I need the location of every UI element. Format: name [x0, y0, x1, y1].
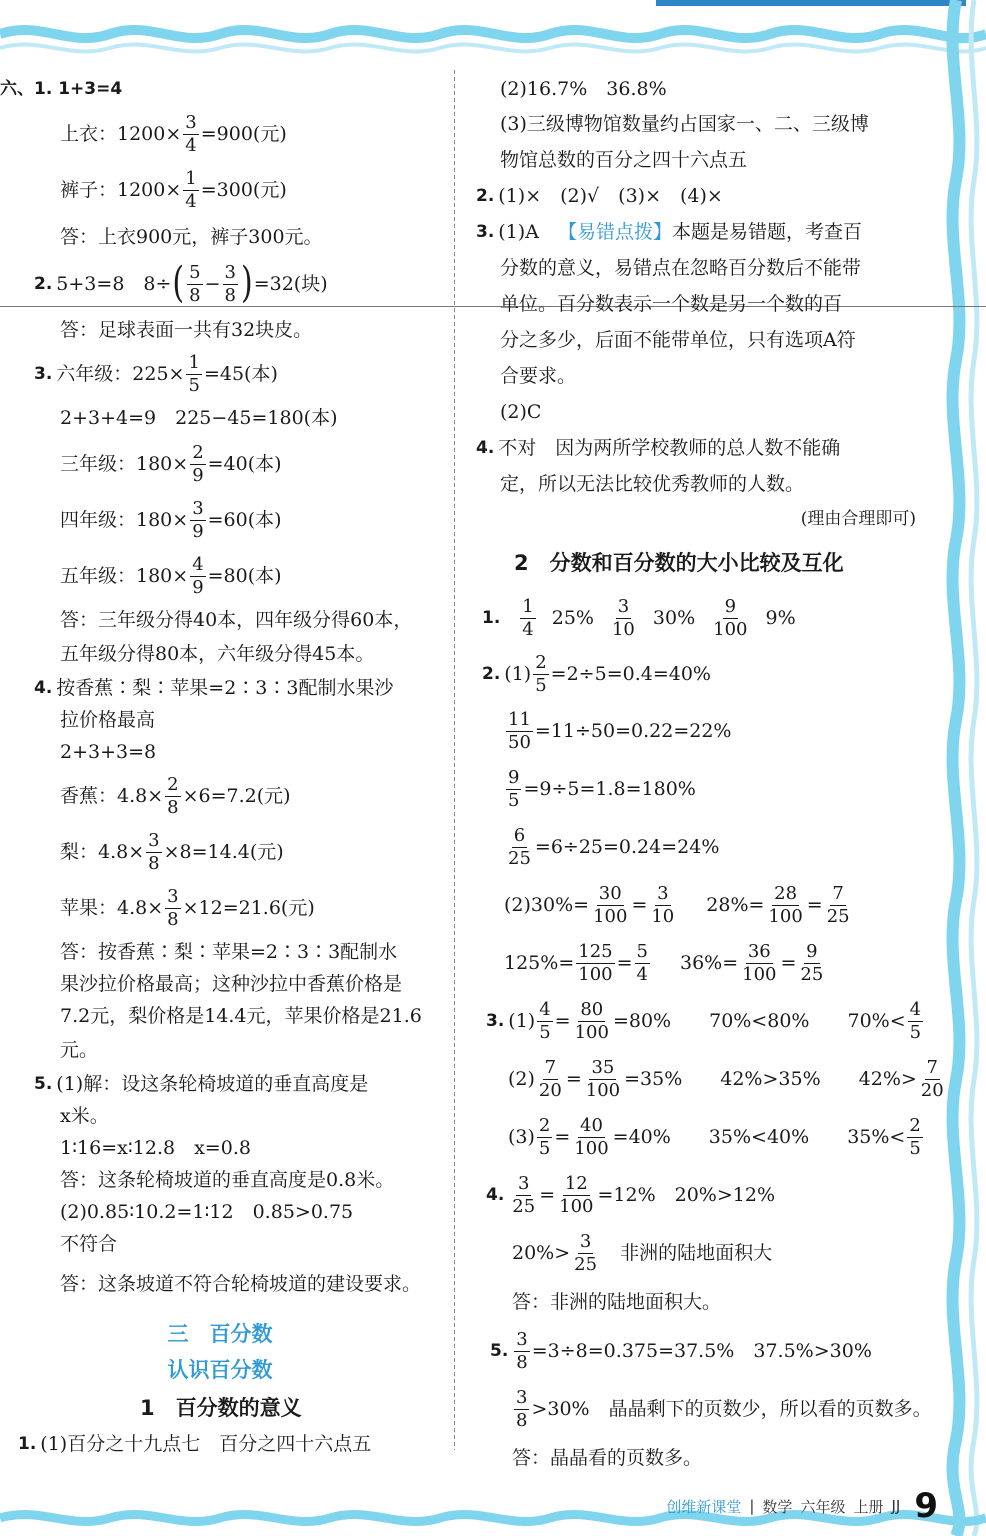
text: 六年级：225× [56, 363, 185, 385]
lesson1-q1 [0, 1428, 440, 1460]
question-number: 4. [476, 438, 495, 458]
q4-line-3: 2+3+3=8 [60, 741, 157, 763]
text: 25% [551, 607, 594, 629]
fraction [537, 1056, 564, 1101]
pear-line [0, 824, 440, 880]
text: 36%= [679, 952, 739, 974]
denominator: 5 [538, 1137, 551, 1159]
fraction [183, 111, 198, 156]
numerator: 35 [591, 1056, 615, 1078]
fraction [506, 766, 521, 811]
denominator: 100 [578, 963, 613, 985]
text: 梨：4.8× [60, 841, 145, 863]
numerator: 3 [516, 1386, 528, 1408]
denominator: 25 [508, 847, 531, 869]
fraction [165, 773, 180, 818]
numerator: 3 [185, 111, 197, 133]
numerator: 2 [535, 651, 547, 673]
brand-name: 创维新课堂 [666, 1497, 742, 1516]
denominator: 50 [508, 731, 531, 753]
denominator: 8 [148, 852, 160, 874]
footer-edition: JJ [891, 1497, 901, 1515]
text: =40% 35%<40% 35%< [612, 1126, 906, 1148]
text: (1) [504, 663, 532, 685]
denominator: 100 [559, 1195, 594, 1217]
denominator: 100 [585, 1079, 621, 1101]
numerator: 28 [774, 882, 798, 904]
fraction [576, 940, 614, 985]
numerator: 2 [538, 1114, 551, 1136]
numerator: 3 [579, 1230, 592, 1252]
text: 上衣：1200× [60, 123, 182, 145]
s1-line [468, 590, 916, 646]
fraction [798, 940, 825, 985]
fraction [584, 1056, 622, 1101]
q6-heading-text: 六、1. 1+3=4 [0, 79, 123, 99]
text: 20%> [512, 1242, 571, 1264]
right-wave-border [926, 0, 986, 1536]
footer-volume: 上册 [853, 1497, 884, 1516]
numerator: 9 [508, 766, 520, 788]
fraction [537, 998, 552, 1043]
grade4-line [0, 492, 440, 548]
question-number: 5. [490, 1341, 509, 1361]
denominator: 100 [574, 1021, 609, 1043]
denominator: 5 [508, 789, 520, 811]
fraction [186, 351, 201, 396]
q5-line-6: 不符合 [60, 1233, 118, 1255]
section-title: 三 百分数 [167, 1322, 273, 1346]
grade3-line [0, 436, 440, 492]
kuzi-line [0, 162, 440, 218]
r-q2 [468, 178, 916, 214]
fraction [711, 595, 749, 640]
fraction [740, 940, 778, 985]
text: =12% 20%>12% [597, 1184, 776, 1206]
numerator: 3 [518, 1172, 530, 1194]
fraction [510, 1172, 537, 1217]
question-number: 4. [34, 678, 53, 698]
text: =300(元) [200, 179, 287, 201]
text: 非洲的陆地面积大 [601, 1242, 773, 1264]
text: (1)A [498, 221, 558, 243]
text: 香蕉：4.8× [60, 785, 164, 807]
fraction [190, 553, 205, 598]
denominator: 5 [909, 1021, 922, 1043]
numerator: 3 [657, 882, 669, 904]
text: =6÷25=0.24=24% [534, 836, 720, 858]
numerator: 7 [544, 1056, 557, 1078]
text: (1)百分之十九点七 百分之四十六点五 [40, 1433, 372, 1455]
denominator: 100 [593, 905, 628, 927]
shangyi-line [0, 106, 440, 162]
question-number: 3. [486, 1011, 505, 1031]
q6-heading [0, 72, 440, 106]
s4-answer: 答：非洲的陆地面积大。 [512, 1291, 722, 1313]
text: 苹果：4.8× [60, 897, 164, 919]
lesson-2-title: 2 分数和百分数的大小比较及互化 [514, 551, 844, 575]
numerator: 12 [564, 1172, 588, 1194]
s5-answer: 答：晶晶看的页数多。 [512, 1447, 703, 1469]
numerator: 1 [522, 595, 534, 617]
apple-line [0, 880, 440, 936]
fraction [635, 940, 650, 985]
top-accent-bar [656, 0, 966, 6]
footer-separator: | [749, 1497, 755, 1515]
numerator: 125 [578, 940, 613, 962]
answer-4-line-3: 7.2元，梨价格是14.4元，苹果价格是21.6 [60, 1005, 422, 1027]
denominator: 8 [167, 908, 179, 930]
column-divider [454, 70, 455, 1450]
text: = [565, 1068, 582, 1090]
fraction [533, 651, 548, 696]
text: =60(本) [207, 509, 282, 531]
denominator: 25 [800, 963, 824, 985]
q5-line-2: x米。 [60, 1105, 109, 1127]
r-q3-line-1 [468, 214, 916, 250]
fraction [146, 829, 161, 874]
denominator: 4 [522, 618, 534, 640]
text: (2)30%= [504, 894, 590, 916]
fraction [506, 708, 533, 753]
text: 三年级：180× [60, 453, 189, 475]
r-q4-line-1 [468, 430, 916, 466]
numerator: 11 [508, 708, 531, 730]
text: =40(本) [207, 453, 282, 475]
answer-4-line-2: 果沙拉价格最高；这种沙拉中香蕉价格是 [60, 973, 403, 995]
left-column [0, 72, 440, 1460]
paren-open: ( [172, 258, 185, 308]
footer-grade: 六年级 [800, 1497, 846, 1516]
s4-line-1 [468, 1166, 916, 1224]
question-number: 3. [476, 222, 495, 242]
page-number: 9 [914, 1486, 938, 1526]
denominator: 100 [742, 963, 777, 985]
denominator: 20 [538, 1079, 562, 1101]
s4-line-2 [468, 1224, 916, 1282]
subsection-title: 认识百分数 [167, 1358, 273, 1382]
fraction [766, 882, 804, 927]
question-number: 3. [34, 364, 53, 384]
numerator: 5 [189, 261, 201, 283]
fraction [520, 595, 535, 640]
banana-line [0, 768, 440, 824]
text: ×12=21.6(元) [182, 897, 315, 919]
numerator: 7 [832, 882, 844, 904]
numerator: 3 [167, 885, 179, 907]
lesson-1-title: 1 百分数的意义 [140, 1396, 302, 1420]
s3-line-b [468, 1050, 944, 1108]
question-number: 2. [34, 274, 53, 294]
q5-line-1 [0, 1068, 440, 1100]
fraction [572, 1230, 599, 1275]
q4-line-1 [0, 672, 440, 704]
denominator: 100 [574, 1137, 609, 1159]
fraction [573, 998, 611, 1043]
text: (1)× (2)√ (3)× (4)× [498, 185, 723, 207]
numerator: 1 [188, 351, 200, 373]
s2-line-a [468, 646, 916, 702]
s2-line-b [468, 702, 916, 760]
text: 30% [652, 607, 696, 629]
text: =900(元) [200, 123, 287, 145]
text: 裤子：1200× [60, 179, 182, 201]
denominator: 5 [909, 1137, 921, 1159]
fraction [190, 497, 205, 542]
fraction [919, 1056, 946, 1101]
text: ×6=7.2(元) [182, 785, 291, 807]
q2-line [0, 256, 440, 312]
denominator: 8 [167, 796, 179, 818]
text: 9% [765, 607, 796, 629]
numerator: 3 [148, 829, 160, 851]
text: 125%= [504, 952, 575, 974]
question-number: 2. [482, 664, 501, 684]
s5-line-2 [468, 1380, 932, 1438]
q5-line-4: 答：这条轮椅坡道的垂直高度是0.8米。 [60, 1169, 395, 1191]
answer-3-line-1: 答：三年级分得40本，四年级分得60本， [60, 609, 413, 631]
text: = [631, 894, 648, 916]
answer-4-line-4: 元。 [60, 1039, 99, 1061]
top-wave-border [0, 0, 986, 70]
numerator: 5 [636, 940, 648, 962]
fraction [514, 1328, 529, 1373]
q5-line-5: (2)0.85∶10.2=1∶12 0.85>0.75 [60, 1201, 354, 1223]
fraction [506, 824, 533, 869]
numerator: 80 [580, 998, 604, 1020]
fraction [187, 261, 202, 306]
answer-3-line-2: 五年级分得80本，六年级分得45本。 [60, 643, 375, 665]
denominator: 25 [512, 1195, 536, 1217]
fraction [610, 595, 637, 640]
s2-line-e [468, 876, 916, 934]
text: =45(本) [203, 363, 278, 385]
numerator: 36 [747, 940, 771, 962]
r-q3-line-3: 单位。百分数表示一个数是另一个数的百 [500, 293, 843, 315]
denominator: 4 [185, 134, 197, 156]
numerator: 4 [909, 998, 922, 1020]
text: = [780, 952, 797, 974]
r-q3-line-2: 分数的意义，易错点在忽略百分数后不能带 [500, 257, 862, 279]
s2-line-d [468, 818, 916, 876]
s3-line-c [468, 1108, 921, 1166]
text: =80% 70%<80% 70%< [612, 1010, 906, 1032]
question-number: 2. [476, 186, 495, 206]
denominator: 5 [535, 674, 547, 696]
text: =80(本) [207, 565, 282, 587]
numerator: 1 [185, 167, 197, 189]
text: = [554, 1010, 571, 1032]
fraction [908, 998, 923, 1043]
numerator: 6 [513, 824, 526, 846]
s2-line-f [468, 934, 916, 992]
numerator: 3 [617, 595, 630, 617]
fraction [165, 885, 180, 930]
text: = [616, 952, 633, 974]
numerator: 2 [192, 441, 204, 463]
text: (3) [508, 1126, 535, 1148]
denominator: 8 [516, 1409, 528, 1431]
numerator: 3 [516, 1328, 528, 1350]
denominator: 100 [768, 905, 803, 927]
fraction [572, 1114, 610, 1159]
numerator: 3 [224, 261, 236, 283]
numerator: 30 [598, 882, 622, 904]
text: (1) [508, 1010, 536, 1032]
fraction [514, 1386, 529, 1431]
grade5-line [0, 548, 440, 604]
denominator: 10 [651, 905, 675, 927]
s2-line-c [468, 760, 916, 818]
denominator: 10 [611, 618, 635, 640]
denominator: 9 [192, 520, 204, 542]
fraction [557, 1172, 595, 1217]
text: 五年级：180× [60, 565, 189, 587]
text: = [806, 894, 823, 916]
denominator: 25 [574, 1253, 598, 1275]
answer-2: 答：足球表面一共有32块皮。 [60, 319, 313, 341]
denominator: 9 [192, 464, 204, 486]
r-line-3: 物馆总数的百分之四十六点五 [500, 149, 748, 171]
numerator: 4 [192, 553, 204, 575]
question-number: 4. [486, 1185, 505, 1205]
text: 本题是易错题，考查百 [671, 221, 862, 243]
text: =2÷5=0.4=40% [550, 663, 711, 685]
text: (2) [508, 1068, 535, 1090]
denominator: 4 [185, 190, 197, 212]
text: 5+3=8 8÷ [56, 273, 172, 295]
numerator: 9 [806, 940, 818, 962]
question-number: 5. [34, 1074, 53, 1094]
text: =32(块) [253, 273, 328, 295]
numerator: 7 [926, 1056, 938, 1078]
r-line-2: (3)三级博物馆数量约占国家一、二、三级博 [500, 113, 869, 135]
r-q3-line-5: 合要求。 [500, 365, 577, 387]
text: =11÷50=0.22=22% [534, 720, 732, 742]
r-q3-line-4: 分之多少，后面不能带单位，只有选项A符 [500, 329, 856, 351]
fraction [223, 261, 238, 306]
text: 不对 因为两所学校教师的总人数不能确 [498, 437, 841, 459]
denominator: 100 [713, 618, 748, 640]
fraction [591, 882, 629, 927]
fraction [190, 441, 205, 486]
text: ×8=14.4(元) [163, 841, 284, 863]
s5-line-1 [468, 1322, 916, 1380]
denominator: 5 [188, 374, 200, 396]
numerator: 2 [167, 773, 179, 795]
q3-line [0, 348, 440, 400]
fraction [183, 167, 198, 212]
footer-subject: 数学 [762, 1497, 793, 1516]
numerator: 2 [909, 1114, 921, 1136]
answer-4-line-1: 答：按香蕉∶梨∶苹果=2∶3∶3配制水 [60, 941, 398, 963]
text: >30% 晶晶剩下的页数少，所以看的页数多。 [531, 1398, 932, 1420]
r-line-1: (2)16.7% 36.8% [500, 78, 667, 100]
text: 按香蕉∶梨∶苹果=2∶3∶3配制水果沙 [56, 677, 394, 699]
numerator: 4 [539, 998, 551, 1020]
denominator: 8 [516, 1351, 528, 1373]
numerator: 3 [192, 497, 204, 519]
question-number: 1. [18, 1434, 37, 1454]
text: =9÷5=1.8=180% [523, 778, 696, 800]
r-q3-line-6: (2)C [500, 401, 542, 423]
q5-line-7: 答：这条坡道不符合轮椅坡道的建设要求。 [60, 1273, 422, 1295]
paren-close: ) [240, 258, 253, 308]
denominator: 9 [192, 576, 204, 598]
numerator: 40 [580, 1114, 603, 1136]
r-q4-line-2: 定，所以无法比较优秀教师的人数。 [500, 473, 805, 495]
text: 28%= [706, 894, 765, 916]
text: (1)解：设这条轮椅坡道的垂直高度是 [56, 1073, 369, 1095]
answer-1: 答：上衣900元，裤子300元。 [60, 226, 323, 248]
denominator: 5 [539, 1021, 551, 1043]
fraction [825, 882, 852, 927]
page-footer [666, 1486, 938, 1526]
text: =3÷8=0.375=37.5% 37.5%>30% [531, 1340, 872, 1362]
text: =35% 42%>35% 42%> [624, 1068, 917, 1090]
text: − [204, 273, 221, 295]
text: 四年级：180× [60, 509, 189, 531]
question-number: 1. [482, 608, 501, 628]
q3-line-2: 2+3+4=9 225−45=180(本) [60, 407, 338, 429]
numerator: 9 [724, 595, 737, 617]
fraction [907, 1114, 922, 1159]
s3-line-a [468, 992, 922, 1050]
q5-line-3: 1∶16=x∶12.8 x=0.8 [60, 1137, 251, 1159]
denominator: 8 [189, 284, 201, 306]
error-tip-label: 【易错点拨】 [557, 221, 672, 243]
r-q4-note: (理由合理即可) [800, 509, 916, 529]
denominator: 8 [224, 284, 236, 306]
text: = [539, 1184, 556, 1206]
text: = [554, 1126, 571, 1148]
fraction [649, 882, 676, 927]
right-column [468, 72, 944, 1478]
denominator: 4 [636, 963, 648, 985]
q4-line-2: 拉价格最高 [60, 709, 156, 731]
denominator: 25 [826, 905, 850, 927]
denominator: 20 [920, 1079, 944, 1101]
fraction [537, 1114, 552, 1159]
